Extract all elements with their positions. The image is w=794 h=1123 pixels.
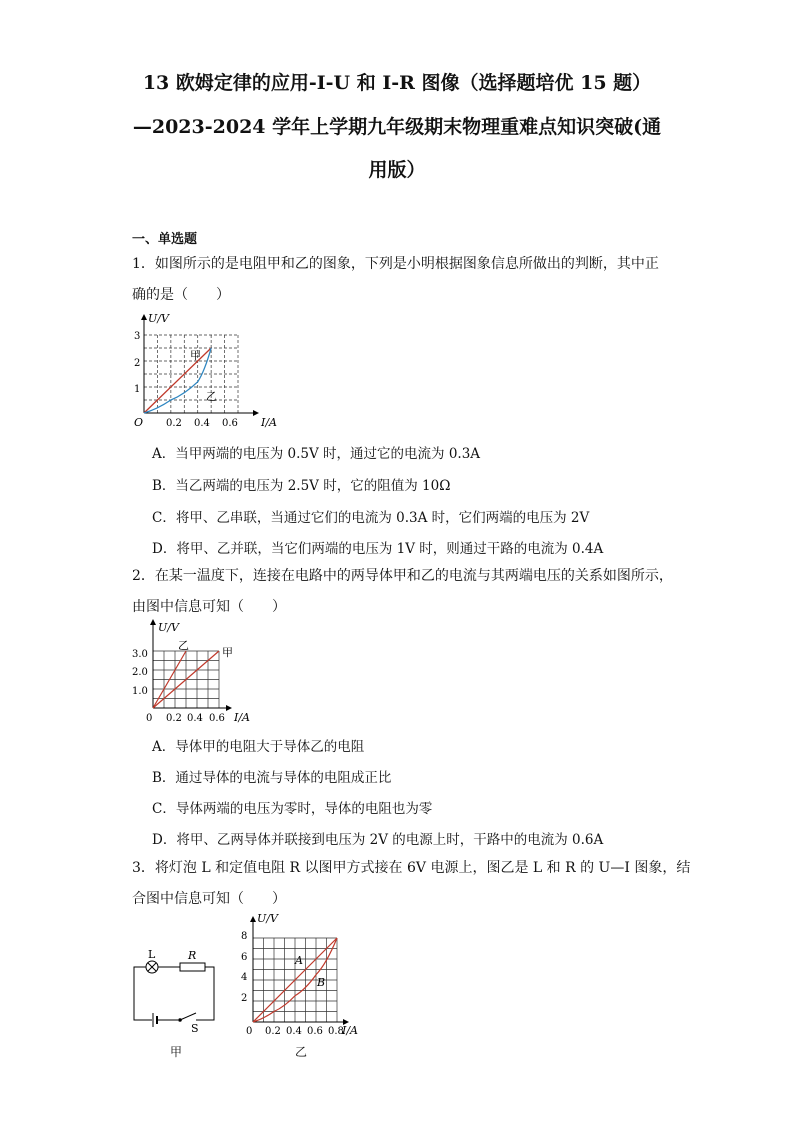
q3-ylabel: U/V	[257, 912, 278, 925]
q1-option-b[interactable]: B．当乙两端的电压为 2.5V 时，它的阻值为 10Ω	[152, 478, 451, 494]
section-heading: 一、单选题	[132, 232, 198, 247]
q3-stem-line1: 3．将灯泡 L 和定值电阻 R 以图甲方式接在 6V 电源上，图乙是 L 和 R 的 U—I 图象，结	[132, 860, 691, 876]
q2-label-jia: 甲	[222, 646, 233, 659]
q1-xtick-1: 0.2	[166, 418, 182, 429]
q1-label-jia: 甲	[190, 349, 201, 362]
q3-chart-caption: 乙	[295, 1045, 308, 1059]
q1-ytick-2: 2	[134, 358, 141, 369]
q1-stem-line1: 1．如图所示的是电阻甲和乙的图象，下列是小明根据图象信息所做出的判断，其中正	[132, 256, 659, 272]
q1-ytick-3: 3	[134, 331, 141, 342]
q2-option-d[interactable]: D．将甲、乙两导体并联接到电压为 2V 的电源上时，干路中的电流为 0.6A	[152, 832, 604, 848]
q3-ytick-4: 8	[241, 931, 248, 942]
q1-xlabel: I/A	[261, 416, 277, 429]
q1-ylabel: U/V	[148, 312, 169, 325]
q2-label-yi: 乙	[178, 639, 189, 652]
q3-ytick-1: 2	[241, 993, 248, 1004]
doc-title-line1: 13 欧姆定律的应用-I-U 和 I-R 图像（选择题培优 15 题）	[142, 72, 652, 94]
q1-xtick-2: 0.4	[194, 418, 210, 429]
q1-chart	[128, 312, 288, 432]
q3-label-b: B	[317, 976, 326, 989]
q3-xlabel: I/A	[342, 1024, 358, 1037]
q1-ytick-1: 1	[134, 384, 141, 395]
lamp-label: L	[148, 948, 156, 961]
q3-origin: 0	[246, 1026, 253, 1037]
resistor-icon	[180, 963, 205, 971]
q1-origin: O	[134, 416, 144, 429]
doc-title-line3: 用版）	[368, 159, 426, 181]
q1-label-yi: 乙	[206, 390, 217, 403]
q1-series-jia	[144, 348, 211, 413]
q3-xtick-2: 0.4	[286, 1026, 302, 1037]
q3-ytick-2: 4	[241, 972, 248, 983]
q3-xtick-3: 0.6	[307, 1026, 323, 1037]
q2-ytick-2: 2.0	[132, 667, 148, 678]
q2-ytick-3: 3.0	[132, 649, 148, 660]
q1-option-d[interactable]: D．将甲、乙并联，当它们两端的电压为 1V 时，则通过干路的电流为 0.4A	[152, 541, 604, 557]
q3-circuit-caption: 甲	[170, 1045, 183, 1059]
q2-option-a[interactable]: A．导体甲的电阻大于导体乙的电阻	[152, 739, 365, 755]
q3-label-a: A	[295, 954, 303, 967]
q2-xtick-3: 0.6	[209, 713, 225, 724]
q3-ytick-3: 6	[241, 952, 248, 963]
q3-circuit	[130, 948, 220, 1035]
q3-xtick-4: 0.8	[328, 1026, 344, 1037]
q2-xtick-2: 0.4	[187, 713, 203, 724]
q2-xlabel: I/A	[234, 711, 250, 724]
q1-stem-line2: 确的是（ ）	[132, 287, 230, 303]
q3-xtick-1: 0.2	[265, 1026, 281, 1037]
q3-stem-line2: 合图中信息可知（ ）	[132, 891, 286, 907]
q2-xtick-1: 0.2	[166, 713, 182, 724]
q2-ylabel: U/V	[158, 621, 179, 634]
q2-stem-line2: 由图中信息可知（ ）	[132, 599, 286, 615]
q2-stem-line1: 2．在某一温度下，连接在电路中的两导体甲和乙的电流与其两端电压的关系如图所示，	[132, 568, 673, 584]
resistor-label: R	[188, 949, 197, 962]
doc-title-line2: —2023-2024 学年上学期九年级期末物理重难点知识突破(通	[132, 116, 662, 138]
switch-icon	[180, 1013, 196, 1020]
q1-xtick-3: 0.6	[222, 418, 238, 429]
switch-label: S	[191, 1022, 199, 1035]
q2-chart	[128, 618, 268, 726]
q1-option-a[interactable]: A．当甲两端的电压为 0.5V 时，通过它的电流为 0.3A	[152, 446, 481, 462]
q2-origin: 0	[146, 713, 153, 724]
q3-chart	[235, 910, 365, 1035]
q2-option-c[interactable]: C．导体两端的电压为零时，导体的电阻也为零	[152, 801, 433, 817]
q1-option-c[interactable]: C．将甲、乙串联，当通过它们的电流为 0.3A 时，它们两端的电压为 2V	[152, 510, 590, 526]
q2-option-b[interactable]: B．通过导体的电流与导体的电阻成正比	[152, 770, 392, 786]
q2-ytick-1: 1.0	[132, 686, 148, 697]
